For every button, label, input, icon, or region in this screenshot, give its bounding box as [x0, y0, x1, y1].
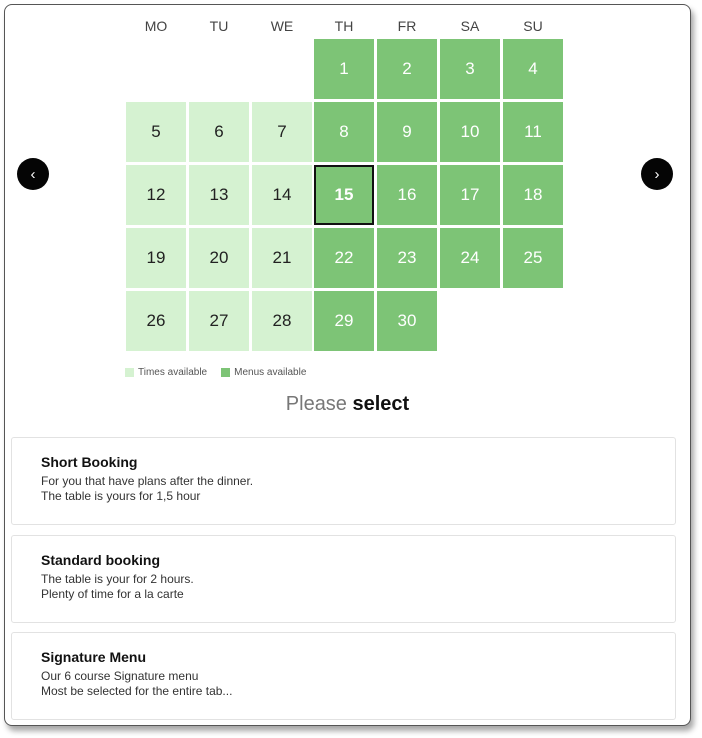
calendar-day-22[interactable]: 22 [314, 228, 374, 288]
weekday-sa: SA [460, 18, 480, 34]
calendar-day-13[interactable]: 13 [189, 165, 249, 225]
booking-option-description: The table is yours for 1,5 hour [41, 489, 201, 503]
prev-month-button[interactable] [17, 158, 49, 190]
weekday-mo: MO [144, 18, 168, 34]
prompt-prefix: Please [285, 393, 353, 415]
calendar-day-28[interactable]: 28 [252, 291, 312, 351]
legend-times-swatch [125, 368, 134, 377]
chevron-left-icon: ‹ [30, 165, 36, 183]
legend-menus [221, 367, 306, 378]
booking-option-description: Most be selected for the entire tab... [41, 684, 233, 698]
calendar-day-4[interactable]: 4 [503, 39, 563, 99]
calendar-day-30[interactable]: 30 [377, 291, 437, 351]
booking-option-card[interactable] [11, 632, 676, 720]
calendar-day-29[interactable]: 29 [314, 291, 374, 351]
calendar-day-15[interactable]: 15 [314, 165, 374, 225]
calendar-day-8[interactable]: 8 [314, 102, 374, 162]
booking-option-card[interactable] [11, 535, 676, 623]
next-month-button[interactable] [641, 158, 673, 190]
calendar-day-5[interactable]: 5 [126, 102, 186, 162]
legend-times-label: Times available [138, 367, 208, 378]
booking-option-card[interactable] [11, 437, 676, 525]
booking-option-title: Standard booking [41, 552, 160, 568]
calendar-day-1[interactable]: 1 [314, 39, 374, 99]
legend-times [125, 367, 207, 378]
calendar-legend [125, 367, 306, 378]
calendar-day-20[interactable]: 20 [189, 228, 249, 288]
prompt-emphasis: select [352, 393, 410, 415]
calendar-day-24[interactable]: 24 [440, 228, 500, 288]
weekday-su: SU [523, 18, 543, 34]
weekday-we: WE [270, 18, 294, 34]
booking-option-description: Plenty of time for a la carte [41, 587, 184, 601]
calendar-day-26[interactable]: 26 [126, 291, 186, 351]
calendar-day-7[interactable]: 7 [252, 102, 312, 162]
booking-option-description: The table is your for 2 hours. [41, 572, 194, 586]
calendar-day-23[interactable]: 23 [377, 228, 437, 288]
calendar-day-3[interactable]: 3 [440, 39, 500, 99]
booking-option-description: Our 6 course Signature menu [41, 669, 199, 683]
chevron-right-icon: › [654, 165, 660, 183]
weekday-tu: TU [209, 18, 229, 34]
weekday-header [5, 18, 690, 34]
booking-option-title: Short Booking [41, 454, 138, 470]
calendar-day-27[interactable]: 27 [189, 291, 249, 351]
legend-menus-swatch [221, 368, 230, 377]
calendar-day-16[interactable]: 16 [377, 165, 437, 225]
select-prompt [5, 393, 690, 416]
weekday-fr: FR [397, 18, 417, 34]
calendar-day-2[interactable]: 2 [377, 39, 437, 99]
calendar-day-25[interactable]: 25 [503, 228, 563, 288]
calendar-day-17[interactable]: 17 [440, 165, 500, 225]
calendar-day-6[interactable]: 6 [189, 102, 249, 162]
weekday-th: TH [334, 18, 354, 34]
calendar-day-21[interactable]: 21 [252, 228, 312, 288]
calendar-day-18[interactable]: 18 [503, 165, 563, 225]
legend-menus-label: Menus available [234, 367, 307, 378]
calendar-day-11[interactable]: 11 [503, 102, 563, 162]
booking-widget [4, 4, 691, 726]
calendar-day-10[interactable]: 10 [440, 102, 500, 162]
calendar-day-12[interactable]: 12 [126, 165, 186, 225]
calendar-day-9[interactable]: 9 [377, 102, 437, 162]
booking-option-title: Signature Menu [41, 649, 147, 665]
booking-option-description: For you that have plans after the dinner. [41, 474, 254, 488]
calendar-day-14[interactable]: 14 [252, 165, 312, 225]
calendar-day-19[interactable]: 19 [126, 228, 186, 288]
